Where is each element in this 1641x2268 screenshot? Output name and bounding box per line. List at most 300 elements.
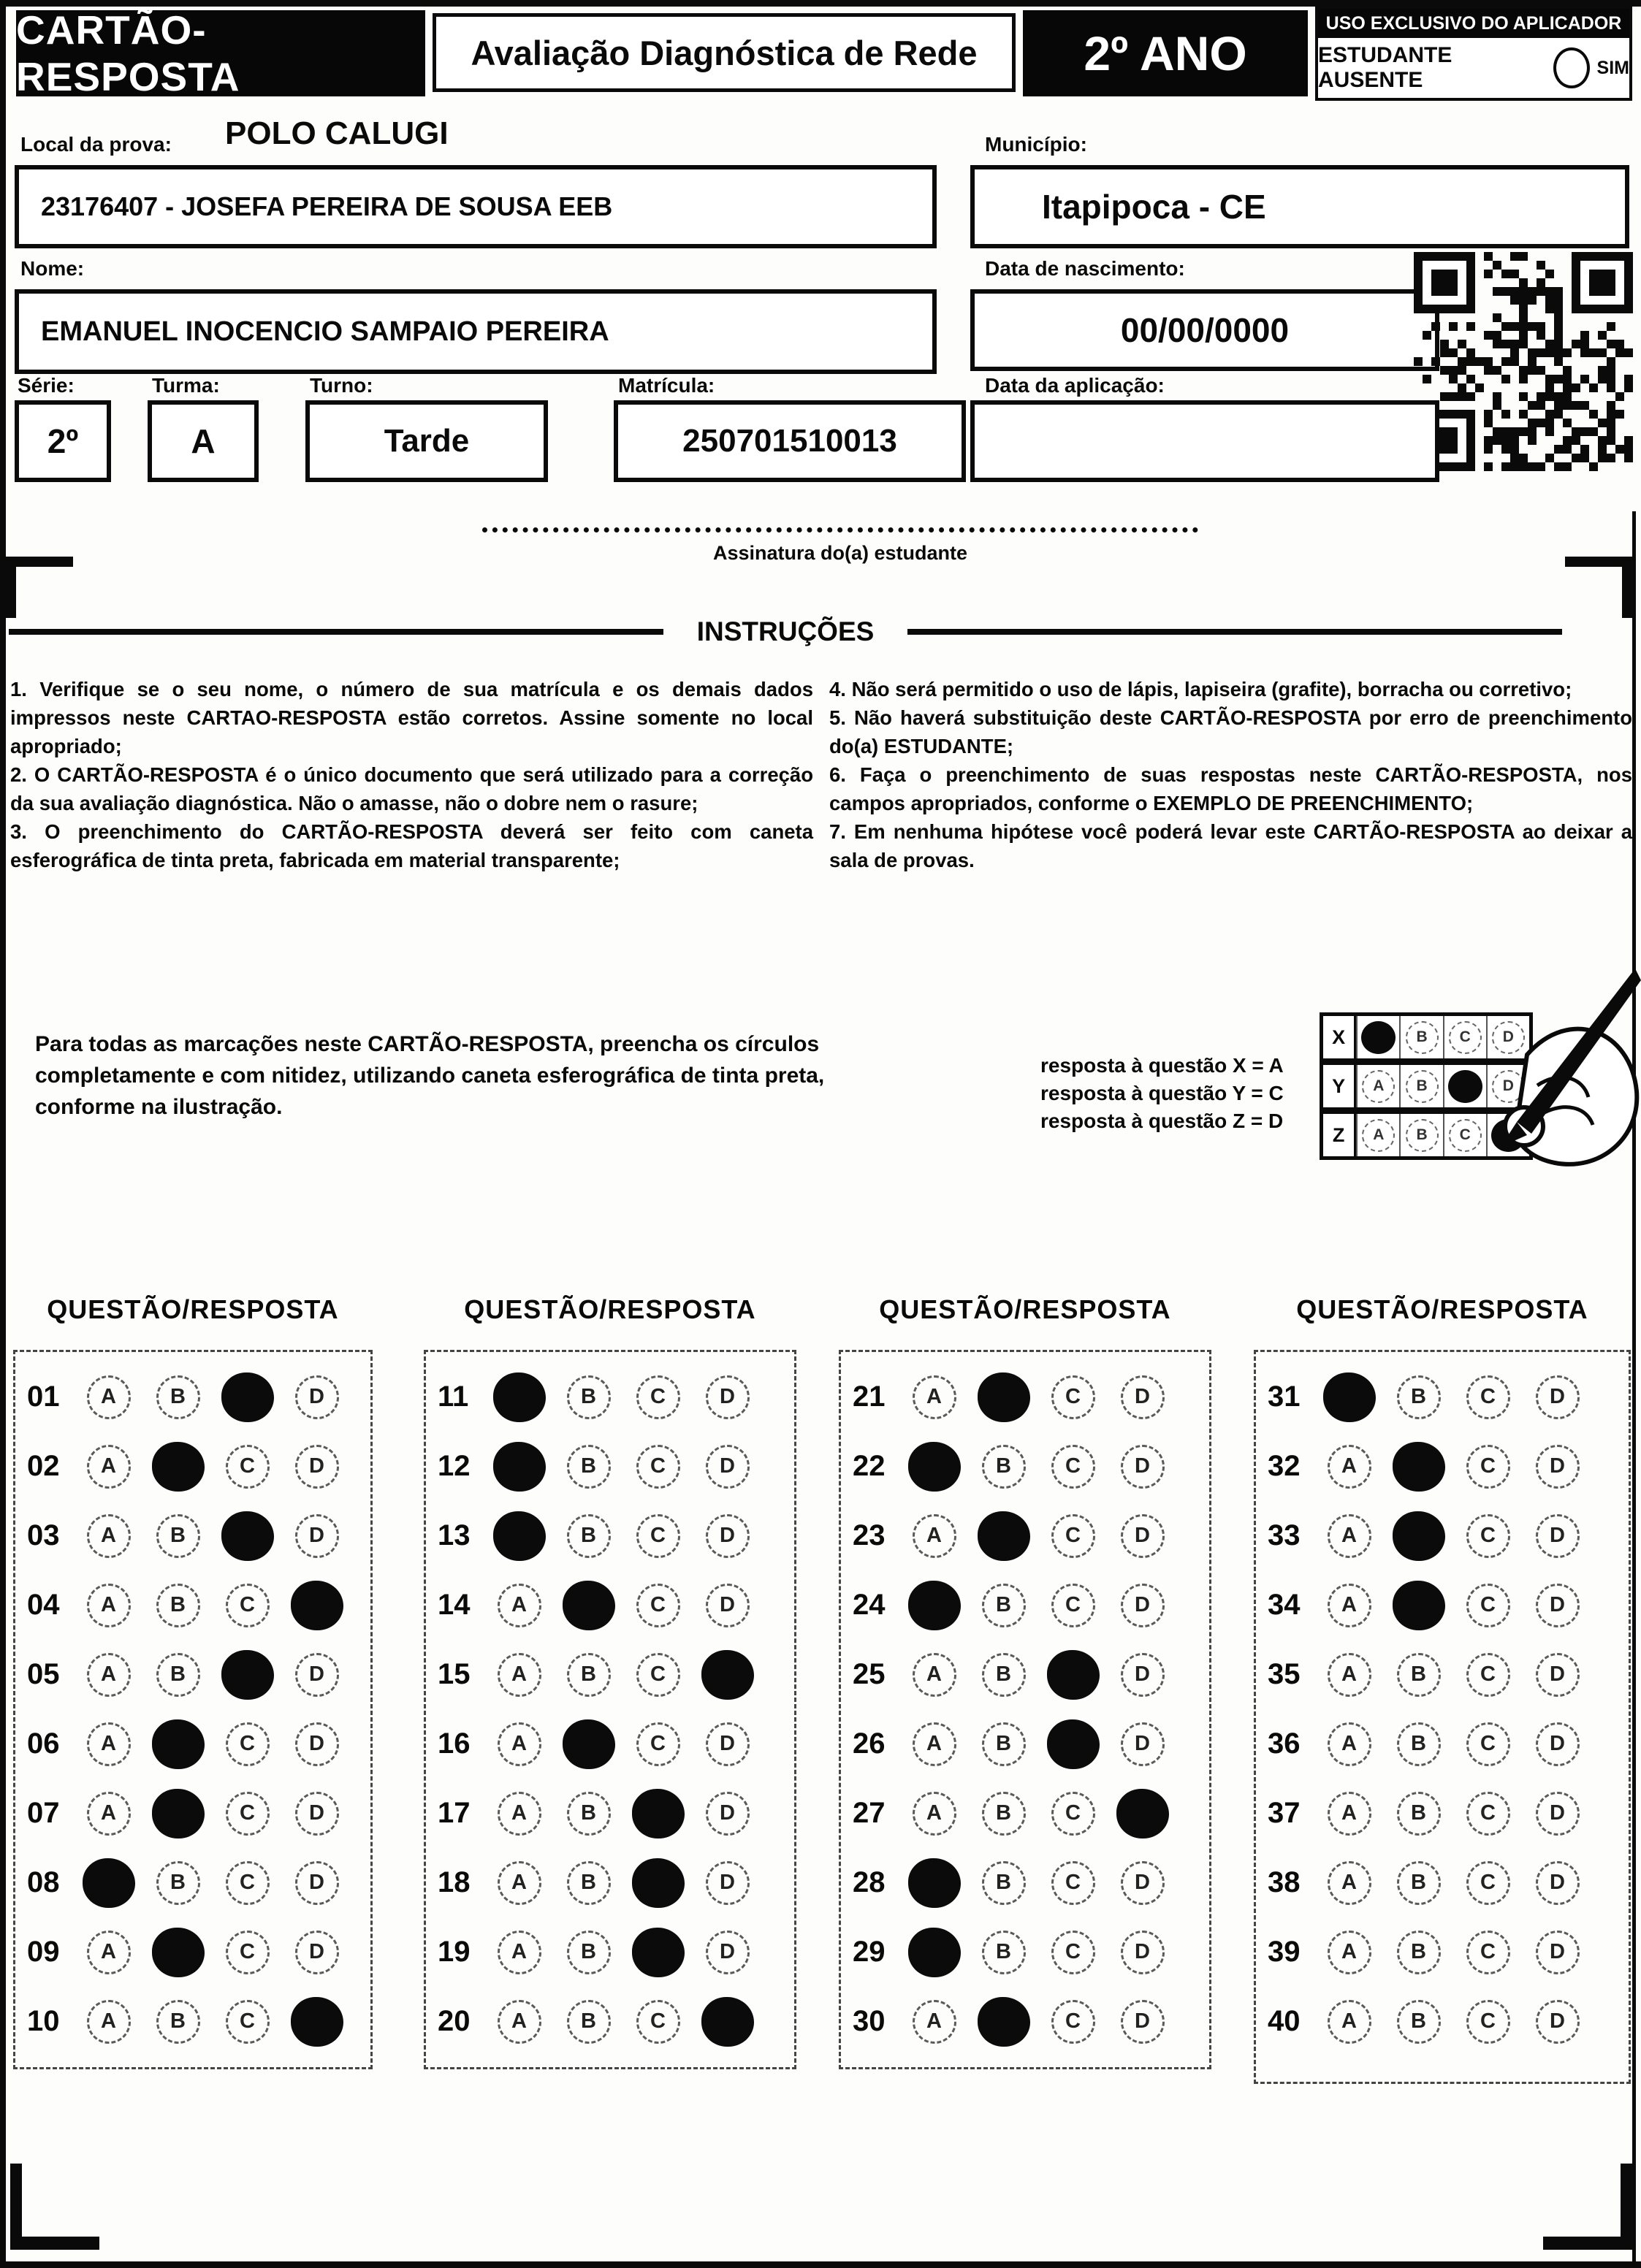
answer-bubble-13-A[interactable] <box>493 1511 546 1561</box>
answer-bubble-32-A[interactable]: A <box>1328 1445 1371 1489</box>
answer-bubble-28-A[interactable] <box>908 1858 961 1908</box>
answer-bubble-34-C[interactable]: C <box>1466 1584 1510 1627</box>
answer-bubble-34-B[interactable] <box>1393 1581 1445 1630</box>
answer-bubble-37-A[interactable]: A <box>1328 1792 1371 1836</box>
grade-banner <box>1023 10 1308 96</box>
answer-bubble-26-D[interactable]: D <box>1121 1722 1165 1766</box>
answer-bubble-34-D[interactable]: D <box>1536 1584 1580 1627</box>
answer-bubble-37-D[interactable]: D <box>1536 1792 1580 1836</box>
question-number: 01 <box>27 1381 60 1413</box>
answer-bubble-27-D[interactable] <box>1116 1789 1169 1839</box>
bubble-slot <box>1314 1861 1384 1905</box>
answer-bubble-05-C[interactable] <box>221 1650 274 1700</box>
answer-bubble-02-B[interactable] <box>152 1442 205 1492</box>
bubble-slot <box>74 1375 143 1419</box>
answer-bubble-20-D[interactable] <box>701 1997 754 2047</box>
answer-bubble-22-A[interactable] <box>908 1442 961 1492</box>
bubble-slot <box>1384 1442 1453 1492</box>
bubble-slot <box>282 1997 351 2047</box>
bubble-slot <box>693 1375 762 1419</box>
answer-bubble-21-B[interactable] <box>978 1372 1030 1422</box>
answer-bubble-25-C[interactable] <box>1047 1650 1100 1700</box>
answer-bubble-12-A[interactable] <box>493 1442 546 1492</box>
question-row <box>426 1501 794 1570</box>
question-number: 12 <box>438 1450 471 1482</box>
answer-bubble-06-D[interactable]: D <box>295 1722 339 1766</box>
answer-bubble-17-D[interactable]: D <box>706 1792 750 1836</box>
answer-bubble-24-A[interactable] <box>908 1581 961 1630</box>
answer-bubble-26-A[interactable]: A <box>913 1722 956 1766</box>
answer-bubble-34-A[interactable]: A <box>1328 1584 1371 1627</box>
bubble-slot <box>1384 1792 1453 1836</box>
answer-bubble-28-C[interactable]: C <box>1051 1861 1095 1905</box>
bubble-slot <box>484 1511 554 1561</box>
answer-bubble-10-D[interactable] <box>291 1997 343 2047</box>
answer-bubble-15-A[interactable]: A <box>498 1653 541 1697</box>
bubble-slot <box>899 1792 969 1836</box>
answer-bubble-32-C[interactable]: C <box>1466 1445 1510 1489</box>
example-bubble-Y-A: A <box>1362 1070 1395 1103</box>
question-number: 37 <box>1268 1797 1301 1829</box>
bubble-slot <box>1108 1861 1177 1905</box>
answer-bubble-40-D[interactable]: D <box>1536 2000 1580 2044</box>
turno-field <box>305 400 548 482</box>
answer-bubble-21-D[interactable]: D <box>1121 1375 1165 1419</box>
answer-bubble-13-D[interactable]: D <box>706 1514 750 1558</box>
answer-bubble-05-D[interactable]: D <box>295 1653 339 1697</box>
answer-bubble-33-D[interactable]: D <box>1536 1514 1580 1558</box>
bubble-slot <box>1453 1514 1523 1558</box>
answer-bubble-15-C[interactable]: C <box>636 1653 680 1697</box>
answer-bubble-02-C[interactable]: C <box>226 1445 270 1489</box>
answer-bubble-36-A[interactable]: A <box>1328 1722 1371 1766</box>
bubble-slot <box>1523 1653 1592 1697</box>
bubble-slot <box>623 1514 693 1558</box>
bubble-slot <box>623 1653 693 1697</box>
question-number: 39 <box>1268 1936 1301 1968</box>
local-da-prova-value: POLO CALUGI <box>225 115 449 151</box>
answer-bubble-17-C[interactable] <box>632 1789 685 1839</box>
answer-bubble-20-A[interactable]: A <box>498 2000 541 2044</box>
answer-bubble-01-C[interactable] <box>221 1372 274 1422</box>
question-number: 25 <box>853 1658 886 1690</box>
answer-bubble-03-A[interactable]: A <box>87 1514 131 1558</box>
answer-bubble-24-D[interactable]: D <box>1121 1584 1165 1627</box>
answer-bubble-22-D[interactable]: D <box>1121 1445 1165 1489</box>
answer-bubble-16-D[interactable]: D <box>706 1722 750 1766</box>
answer-bubble-19-D[interactable]: D <box>706 1931 750 1974</box>
marking-paragraph: Para todas as marcações neste CARTÃO-RESPOSTA, preencha os círculos completamente e com nitidez, utilizando caneta esferográfica de tinta preta, conforme na ilustração. <box>35 1032 825 1119</box>
answer-bubble-37-B[interactable]: B <box>1397 1792 1441 1836</box>
answer-bubble-25-A[interactable]: A <box>913 1653 956 1697</box>
answer-bubble-29-C[interactable]: C <box>1051 1931 1095 1974</box>
bubble-slot <box>969 1931 1038 1974</box>
answer-bubble-11-A[interactable] <box>493 1372 546 1422</box>
answer-bubble-31-A[interactable] <box>1323 1372 1376 1422</box>
bubble-slot <box>1314 1514 1384 1558</box>
answer-bubble-18-D[interactable]: D <box>706 1861 750 1905</box>
bubble-slot <box>1453 1653 1523 1697</box>
matricula-field <box>614 400 966 482</box>
bubble-slot <box>554 1792 623 1836</box>
answer-bubble-18-C[interactable] <box>632 1858 685 1908</box>
answer-bubble-12-C[interactable]: C <box>636 1445 680 1489</box>
answer-bubble-19-B[interactable]: B <box>567 1931 611 1974</box>
turma-value: A <box>191 422 216 460</box>
bubble-slot <box>1038 2000 1108 2044</box>
bubble-slot <box>1314 1722 1384 1766</box>
answer-bubble-33-B[interactable] <box>1393 1511 1445 1561</box>
nome-label: Nome: <box>20 257 85 280</box>
example-cell <box>1443 1016 1486 1058</box>
instruction-item: 6. Faça o preenchimento de suas respostas neste CARTÃO-RESPOSTA, nos campos apropriados, conforme o EXEMPLO DE PREENCHIMENTO; <box>829 763 1632 814</box>
bubble-slot <box>693 1445 762 1489</box>
bubble-slot <box>1523 1514 1592 1558</box>
bubble-slot <box>623 1375 693 1419</box>
bubble-slot <box>282 1792 351 1836</box>
answer-bubble-12-B[interactable]: B <box>567 1445 611 1489</box>
bubble-slot <box>1453 1861 1523 1905</box>
answer-bubble-39-C[interactable]: C <box>1466 1931 1510 1974</box>
answer-bubble-35-D[interactable]: D <box>1536 1653 1580 1697</box>
answer-bubble-03-C[interactable] <box>221 1511 274 1561</box>
bubble-slot <box>969 1997 1038 2047</box>
example-cell <box>1399 1065 1442 1107</box>
answer-bubble-12-D[interactable]: D <box>706 1445 750 1489</box>
answer-bubble-31-B[interactable]: B <box>1397 1375 1441 1419</box>
signature-caption: Assinatura do(a) estudante <box>712 542 968 564</box>
answer-bubble-06-C[interactable]: C <box>226 1722 270 1766</box>
bubble-slot <box>74 1792 143 1836</box>
divider-line-right <box>907 629 1562 635</box>
answer-bubble-33-C[interactable]: C <box>1466 1514 1510 1558</box>
question-response-header-3: QUESTÃO/RESPOSTA <box>879 1294 1171 1324</box>
serie-label: Série: <box>18 374 75 397</box>
question-row <box>426 1709 794 1779</box>
answer-bubble-23-D[interactable]: D <box>1121 1514 1165 1558</box>
answer-bubble-38-D[interactable]: D <box>1536 1861 1580 1905</box>
nome-field <box>15 289 937 374</box>
answer-bubble-35-B[interactable]: B <box>1397 1653 1441 1697</box>
answer-bubble-14-B[interactable] <box>563 1581 615 1630</box>
answer-bubble-27-A[interactable]: A <box>913 1792 956 1836</box>
instruction-item: 3. O preenchimento do CARTÃO-RESPOSTA deverá ser feito com caneta esferográfica de tinta preta, fabricada em material transparente; <box>10 820 813 871</box>
answer-bubble-08-A[interactable] <box>83 1858 135 1908</box>
answer-bubble-35-C[interactable]: C <box>1466 1653 1510 1697</box>
bubble-slot <box>1108 1375 1177 1419</box>
answer-bubble-36-B[interactable]: B <box>1397 1722 1441 1766</box>
answer-bubble-05-A[interactable]: A <box>87 1653 131 1697</box>
bubble-slot <box>1314 1653 1384 1697</box>
answer-bubble-06-A[interactable]: A <box>87 1722 131 1766</box>
bubble-slot <box>74 1514 143 1558</box>
answer-bubble-21-A[interactable]: A <box>913 1375 956 1419</box>
question-row <box>426 1848 794 1917</box>
answer-bubble-40-A[interactable]: A <box>1328 2000 1371 2044</box>
answer-bubble-27-B[interactable]: B <box>982 1792 1026 1836</box>
bubble-slot <box>143 1514 213 1558</box>
answer-bubble-22-C[interactable]: C <box>1051 1445 1095 1489</box>
answer-bubble-22-B[interactable]: B <box>982 1445 1026 1489</box>
answer-bubble-26-B[interactable]: B <box>982 1722 1026 1766</box>
answer-bubble-14-C[interactable]: C <box>636 1584 680 1627</box>
question-row <box>426 1570 794 1640</box>
answer-bubble-35-A[interactable]: A <box>1328 1653 1371 1697</box>
bubble-slot <box>1108 1722 1177 1766</box>
bubble-slot <box>1108 1931 1177 1974</box>
aplicacao-label: Data da aplicação: <box>985 374 1165 397</box>
answer-bubble-06-B[interactable] <box>152 1719 205 1769</box>
bubble-slot <box>282 1514 351 1558</box>
bubble-slot <box>282 1931 351 1974</box>
instructions-right-column <box>829 675 1632 874</box>
question-number: 15 <box>438 1658 471 1690</box>
municipio-label: Município: <box>985 133 1087 156</box>
answer-bubble-01-A[interactable]: A <box>87 1375 131 1419</box>
bubble-slot <box>213 1722 282 1766</box>
answer-bubble-07-B[interactable] <box>152 1789 205 1839</box>
answer-bubble-08-D[interactable]: D <box>295 1861 339 1905</box>
answer-bubble-23-B[interactable] <box>978 1511 1030 1561</box>
answer-bubble-24-C[interactable]: C <box>1051 1584 1095 1627</box>
bubble-slot <box>282 1653 351 1697</box>
bubble-slot <box>143 1928 213 1977</box>
answer-bubble-14-A[interactable]: A <box>498 1584 541 1627</box>
answer-bubble-11-D[interactable]: D <box>706 1375 750 1419</box>
question-number: 29 <box>853 1936 886 1968</box>
answer-bubble-19-C[interactable] <box>632 1928 685 1977</box>
answer-bubble-15-D[interactable] <box>701 1650 754 1700</box>
example-row-label: Z <box>1323 1114 1356 1156</box>
answer-bubble-04-D[interactable] <box>291 1581 343 1630</box>
answer-bubble-38-A[interactable]: A <box>1328 1861 1371 1905</box>
answer-bubble-23-C[interactable]: C <box>1051 1514 1095 1558</box>
answer-bubble-26-C[interactable] <box>1047 1719 1100 1769</box>
answer-bubble-19-A[interactable]: A <box>498 1931 541 1974</box>
answer-bubble-16-C[interactable]: C <box>636 1722 680 1766</box>
bubble-slot <box>143 1861 213 1905</box>
nascimento-label: Data de nascimento: <box>985 257 1185 280</box>
bubble-slot <box>143 1375 213 1419</box>
question-number: 16 <box>438 1727 471 1760</box>
bubble-slot <box>1108 1514 1177 1558</box>
answer-bubble-03-D[interactable]: D <box>295 1514 339 1558</box>
answer-bubble-39-A[interactable]: A <box>1328 1931 1371 1974</box>
answer-bubble-31-C[interactable]: C <box>1466 1375 1510 1419</box>
bubble-slot <box>623 2000 693 2044</box>
answer-bubble-37-C[interactable]: C <box>1466 1792 1510 1836</box>
answer-bubble-21-C[interactable]: C <box>1051 1375 1095 1419</box>
question-row <box>1256 1570 1629 1640</box>
answer-bubble-08-B[interactable]: B <box>156 1861 200 1905</box>
nascimento-value: 00/00/0000 <box>1120 311 1290 349</box>
bubble-slot <box>554 1861 623 1905</box>
example-bubble-X-D: D <box>1492 1021 1525 1054</box>
question-number: 32 <box>1268 1450 1301 1482</box>
example-cell <box>1399 1114 1442 1156</box>
question-row <box>426 1640 794 1709</box>
answer-bubble-10-C[interactable]: C <box>226 2000 270 2044</box>
answer-bubble-02-A[interactable]: A <box>87 1445 131 1489</box>
answer-bubble-04-C[interactable]: C <box>226 1584 270 1627</box>
bubble-slot <box>1038 1931 1108 1974</box>
qr-code <box>1412 250 1635 481</box>
bubble-slot <box>623 1928 693 1977</box>
bubble-slot <box>1038 1584 1108 1627</box>
answer-bubble-09-B[interactable] <box>152 1928 205 1977</box>
answer-bubble-23-A[interactable]: A <box>913 1514 956 1558</box>
bubble-slot <box>899 1928 969 1977</box>
question-row <box>841 1640 1209 1709</box>
bubble-slot <box>969 1792 1038 1836</box>
answer-bubble-39-B[interactable]: B <box>1397 1931 1441 1974</box>
answer-bubble-25-D[interactable]: D <box>1121 1653 1165 1697</box>
answer-bubble-31-D[interactable]: D <box>1536 1375 1580 1419</box>
bubble-slot <box>213 1372 282 1422</box>
answer-bubble-36-C[interactable]: C <box>1466 1722 1510 1766</box>
answer-bubble-18-B[interactable]: B <box>567 1861 611 1905</box>
answer-bubble-02-D[interactable]: D <box>295 1445 339 1489</box>
answer-bubble-30-B[interactable] <box>978 1997 1030 2047</box>
student-absent-bubble[interactable] <box>1553 47 1589 88</box>
answer-bubble-30-C[interactable]: C <box>1051 2000 1095 2044</box>
bubble-slot <box>1108 1653 1177 1697</box>
bubble-slot <box>969 1653 1038 1697</box>
bubble-slot <box>899 1442 969 1492</box>
answer-bubble-15-B[interactable]: B <box>567 1653 611 1697</box>
answer-bubble-07-C[interactable]: C <box>226 1792 270 1836</box>
question-row <box>841 1848 1209 1917</box>
question-number: 27 <box>853 1797 886 1829</box>
answer-bubble-16-A[interactable]: A <box>498 1722 541 1766</box>
bubble-slot <box>1314 1584 1384 1627</box>
answer-bubble-40-C[interactable]: C <box>1466 2000 1510 2044</box>
bubble-slot <box>74 2000 143 2044</box>
turno-label: Turno: <box>310 374 373 397</box>
answer-bubble-29-D[interactable]: D <box>1121 1931 1165 1974</box>
bubble-slot <box>1523 1861 1592 1905</box>
question-row <box>841 1362 1209 1432</box>
answer-bubble-17-A[interactable]: A <box>498 1792 541 1836</box>
bubble-slot <box>1038 1650 1108 1700</box>
answer-bubble-07-A[interactable]: A <box>87 1792 131 1836</box>
example-bubble-Y-B: B <box>1406 1070 1439 1103</box>
corner-mark-bottom-left <box>10 2164 99 2250</box>
bubble-slot <box>213 1584 282 1627</box>
answer-bubble-07-D[interactable]: D <box>295 1792 339 1836</box>
answer-bubble-03-B[interactable]: B <box>156 1514 200 1558</box>
bubble-slot <box>623 1789 693 1839</box>
answer-bubble-11-C[interactable]: C <box>636 1375 680 1419</box>
answer-bubble-25-B[interactable]: B <box>982 1653 1026 1697</box>
answer-bubble-10-A[interactable]: A <box>87 2000 131 2044</box>
answer-bubble-13-B[interactable]: B <box>567 1514 611 1558</box>
school-value: 23176407 - JOSEFA PEREIRA DE SOUSA EEB <box>41 191 613 221</box>
question-number: 28 <box>853 1866 886 1898</box>
example-fill-grid <box>1320 1012 1533 1160</box>
bubble-slot <box>1314 2000 1384 2044</box>
question-row <box>15 1987 370 2056</box>
example-cell <box>1486 1114 1529 1156</box>
question-row <box>426 1362 794 1432</box>
local-da-prova-label: Local da prova: <box>20 133 172 156</box>
answer-bubble-40-B[interactable]: B <box>1397 2000 1441 2044</box>
answer-bubble-20-B[interactable]: B <box>567 2000 611 2044</box>
answer-bubble-38-C[interactable]: C <box>1466 1861 1510 1905</box>
answer-bubble-17-B[interactable]: B <box>567 1792 611 1836</box>
answer-bubble-01-D[interactable]: D <box>295 1375 339 1419</box>
question-number: 34 <box>1268 1589 1301 1621</box>
answer-bubble-13-C[interactable]: C <box>636 1514 680 1558</box>
answer-bubble-27-C[interactable]: C <box>1051 1792 1095 1836</box>
answer-bubble-30-D[interactable]: D <box>1121 2000 1165 2044</box>
question-row <box>841 1432 1209 1501</box>
answer-bubble-14-D[interactable]: D <box>706 1584 750 1627</box>
answer-bubble-39-D[interactable]: D <box>1536 1931 1580 1974</box>
question-number: 03 <box>27 1519 60 1551</box>
serie-value: 2º <box>47 422 79 460</box>
answer-bubble-36-D[interactable]: D <box>1536 1722 1580 1766</box>
answer-bubble-18-A[interactable]: A <box>498 1861 541 1905</box>
bubble-slot <box>1384 1722 1453 1766</box>
bubble-slot <box>1453 1792 1523 1836</box>
question-row <box>426 1432 794 1501</box>
answer-bubble-32-D[interactable]: D <box>1536 1445 1580 1489</box>
answer-bubble-24-B[interactable]: B <box>982 1584 1026 1627</box>
bubble-slot <box>282 1445 351 1489</box>
answer-bubble-04-B[interactable]: B <box>156 1584 200 1627</box>
bubble-slot <box>623 1722 693 1766</box>
answer-bubble-29-A[interactable] <box>908 1928 961 1977</box>
instruction-item: 2. O CARTÃO-RESPOSTA é o único documento que será utilizado para a correção da sua avaliação diagnóstica. Não o amasse, não o dobre nem o rasure; <box>10 763 813 814</box>
answer-bubble-29-B[interactable]: B <box>982 1931 1026 1974</box>
answer-bubble-04-A[interactable]: A <box>87 1584 131 1627</box>
example-line: resposta à questão Y = C <box>1040 1082 1284 1104</box>
question-number: 13 <box>438 1519 471 1551</box>
answer-bubble-08-C[interactable]: C <box>226 1861 270 1905</box>
bubble-slot <box>1108 1445 1177 1489</box>
answer-bubble-33-A[interactable]: A <box>1328 1514 1371 1558</box>
answer-bubble-16-B[interactable] <box>563 1719 615 1769</box>
signature-line[interactable] <box>482 527 1198 532</box>
nascimento-field <box>970 289 1439 371</box>
answer-bubble-28-D[interactable]: D <box>1121 1861 1165 1905</box>
answer-bubble-01-B[interactable]: B <box>156 1375 200 1419</box>
question-number: 02 <box>27 1450 60 1482</box>
bubble-slot <box>554 2000 623 2044</box>
example-grid-row <box>1323 1065 1529 1114</box>
bubble-slot <box>213 1861 282 1905</box>
answer-bubble-38-B[interactable]: B <box>1397 1861 1441 1905</box>
instructions-header <box>9 616 1562 647</box>
question-row <box>841 1501 1209 1570</box>
bubble-slot <box>1384 1861 1453 1905</box>
answer-bubble-09-C[interactable]: C <box>226 1931 270 1974</box>
answer-bubble-11-B[interactable]: B <box>567 1375 611 1419</box>
nome-value: EMANUEL INOCENCIO SAMPAIO PEREIRA <box>41 316 609 347</box>
bubble-slot <box>1523 1792 1592 1836</box>
answer-bubble-05-B[interactable]: B <box>156 1653 200 1697</box>
answer-bubble-10-B[interactable]: B <box>156 2000 200 2044</box>
answer-bubble-09-D[interactable]: D <box>295 1931 339 1974</box>
answer-bubble-30-A[interactable]: A <box>913 2000 956 2044</box>
example-cell <box>1443 1114 1486 1156</box>
answer-bubble-32-B[interactable] <box>1393 1442 1445 1492</box>
bubble-slot <box>143 1719 213 1769</box>
answer-bubble-09-A[interactable]: A <box>87 1931 131 1974</box>
answer-bubble-20-C[interactable]: C <box>636 2000 680 2044</box>
answer-bubble-28-B[interactable]: B <box>982 1861 1026 1905</box>
